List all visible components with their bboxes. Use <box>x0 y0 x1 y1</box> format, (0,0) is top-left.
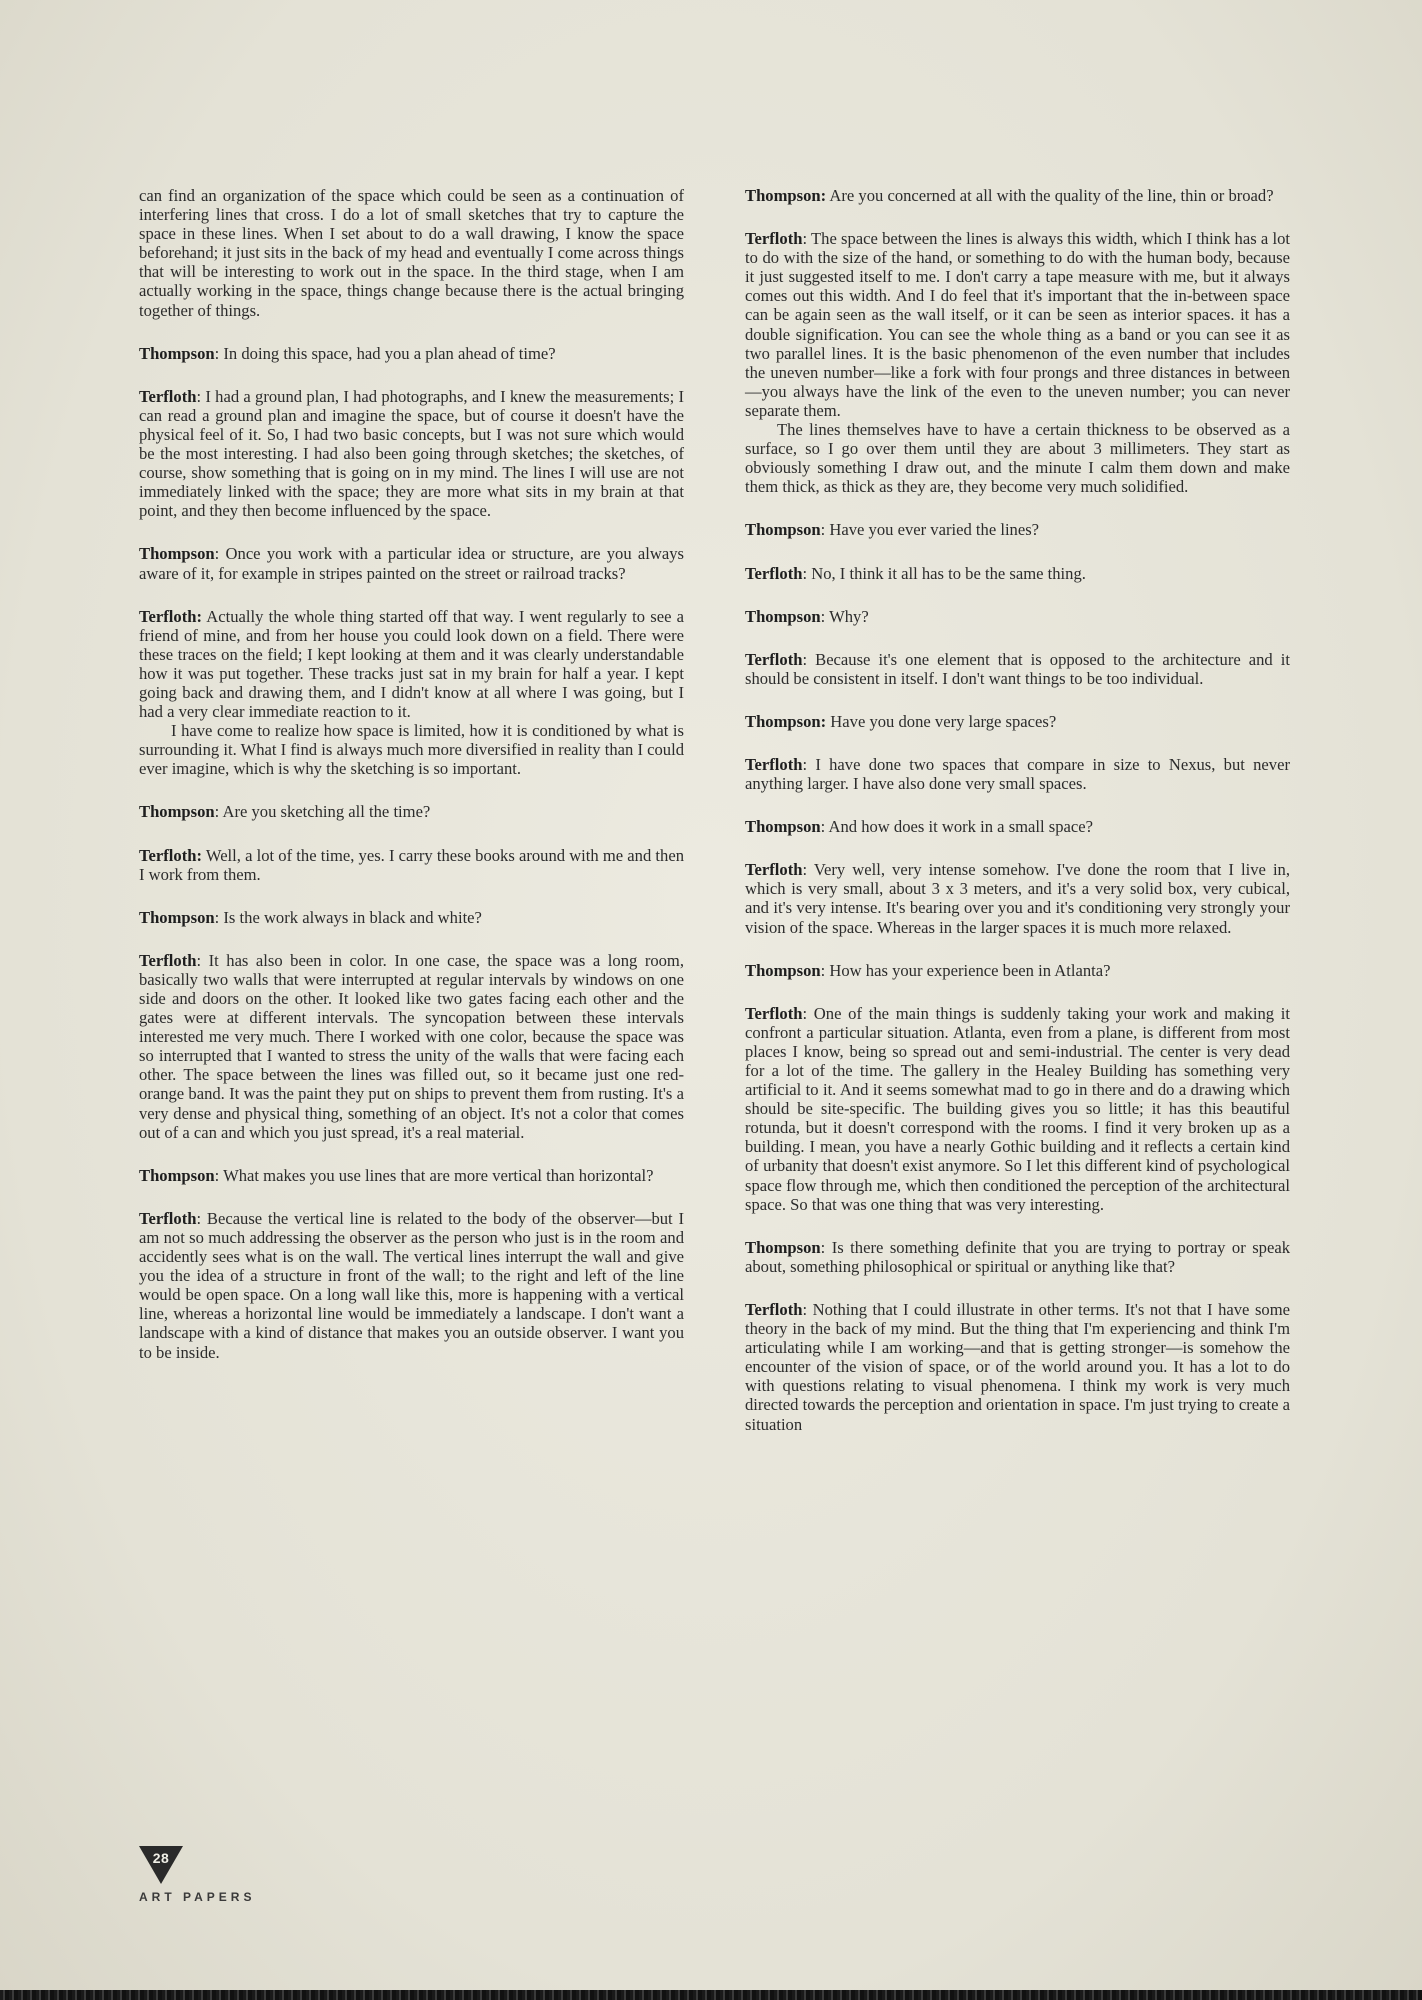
publication-name: ART PAPERS <box>139 1890 256 1904</box>
page-number: 28 <box>152 1850 170 1866</box>
speaker-label: Terfloth: <box>139 606 202 626</box>
paragraph <box>139 951 684 1142</box>
speaker-label: Thompson <box>139 343 215 363</box>
paragraph-text: : Have you ever varied the lines? <box>820 520 1040 540</box>
paragraph-text: : Is the work always in black and white? <box>214 907 482 927</box>
paragraph <box>745 817 1290 836</box>
paragraph <box>745 564 1290 583</box>
speaker-label: Terfloth <box>745 563 803 583</box>
paragraph <box>139 344 684 363</box>
paragraph <box>745 607 1290 626</box>
speaker-label: Terfloth <box>745 229 803 249</box>
paragraph-continuation: The lines themselves have to have a certain thickness to be observed as a surface, so I go over them until they are about 3 millimeters. They start as obviously something I draw out, and the minute I calm them down and make them thick, as thick as they are, they become very much solidified. <box>745 420 1290 497</box>
paragraph <box>139 186 684 320</box>
paragraph <box>139 607 684 722</box>
paragraph <box>139 846 684 884</box>
speaker-label: Terfloth: <box>139 845 202 865</box>
speaker-label: Terfloth <box>745 1003 803 1023</box>
paragraph <box>139 387 684 521</box>
speaker-label: Terfloth <box>745 1299 803 1319</box>
speaker-label: Terfloth <box>745 860 803 880</box>
paragraph <box>745 650 1290 688</box>
paragraph <box>745 1300 1290 1434</box>
speaker-label: Thompson <box>745 817 821 837</box>
paragraph-text: : Are you sketching all the time? <box>214 802 431 822</box>
scan-edge <box>0 1990 1422 2000</box>
speaker-label: Terfloth <box>139 950 197 970</box>
speaker-label: Thompson: <box>745 186 827 205</box>
speaker-label: Thompson <box>745 520 821 540</box>
speaker-label: Terfloth <box>745 649 803 669</box>
paragraph <box>745 520 1290 539</box>
speaker-label: Thompson <box>745 1237 821 1257</box>
paragraph-text: : Nothing that I could illustrate in other terms. It's not that I have some theory in the back of my mind. But the thing that I'm experiencing and think I'm articulating while I am working—and that is getting stronger—is somehow the encounter of the vision of space, or of the world around you. It has a lot to do with questions relating to visual phenomena. I think my work is very much directed towards the perception and orientation in space. I'm just trying to create a situation <box>745 1299 1290 1434</box>
paragraph-text: Actually the whole thing started off that way. I went regularly to see a friend of mine, and from her house you could look down on a field. There were these traces on the field; I kept looking at them and it was clearly understandable how it was put together. These tracks just sat in my brain for half a year. I kept going back and drawing them, and I didn't know at all where I was going, but I had a very clear immediate reaction to it. <box>139 606 684 722</box>
paragraph-text: : It has also been in color. In one case, the space was a long room, basically two walls that were interrupted at regular intervals by windows on one side and doors on the other. It looked like two gates facing each other and the gates were at different intervals. The syncopation between these intervals interested me very much. There I worked with one color, because the space was so interrupted that I wanted to stress the unity of the walls that were facing each other. The space between the lines was filled out, so it became just one red-orange band. It was the paint they put on ships to prevent them from rusting. It's a very dense and physical thing, something of an object. It's not a color that comes out of a can and which you just spread, it's a real material. <box>139 950 684 1142</box>
paragraph-text: : No, I think it all has to be the same thing. <box>802 563 1086 583</box>
paragraph-text: : Because the vertical line is related to the body of the observer—but I am not so much addressing the observer as the person who just is in the room and accidently sees what is on the wall. The vertical lines interrupt the wall and give you the idea of a structure in front of the wall; to the right and left of the line would be open space. On a long wall like this, more is happening with a vertical line, whereas a horizontal line would be immediately a landscape. I don't want a landscape with a kind of distance that makes you an outside observer. I want you to be inside. <box>139 1208 684 1362</box>
paragraph-text: Well, a lot of the time, yes. I carry these books around with me and then I work from them. <box>139 845 684 884</box>
paragraph <box>745 186 1290 205</box>
paragraph <box>139 802 684 821</box>
paragraph-text: Are you concerned at all with the quality of the line, thin or broad? <box>826 186 1274 205</box>
paragraph <box>745 229 1290 420</box>
speaker-label: Thompson <box>139 1165 215 1185</box>
paragraph <box>745 1004 1290 1214</box>
speaker-label: Thompson <box>745 960 821 980</box>
speaker-label: Thompson <box>745 606 821 626</box>
paragraph <box>139 908 684 927</box>
paragraph <box>745 712 1290 731</box>
paragraph-text: : How has your experience been in Atlanta? <box>820 960 1111 980</box>
paragraph <box>745 1238 1290 1276</box>
left-column <box>139 186 684 1386</box>
paragraph <box>745 860 1290 936</box>
paragraph-text: : I have done two spaces that compare in size to Nexus, but never anything larger. I have also done very small spaces. <box>745 754 1290 794</box>
right-column <box>745 186 1290 1458</box>
paragraph-text: : Because it's one element that is opposed to the architecture and it should be consistent in itself. I don't want things to be too individual. <box>745 649 1290 688</box>
speaker-label: Thompson <box>139 544 215 564</box>
speaker-label: Terfloth <box>139 386 197 406</box>
paragraph-text: can find an organization of the space which could be seen as a continuation of interfering lines that cross. I do a lot of small sketches that try to capture the space in these lines. When I set about to do a wall drawing, I know the space beforehand; it just sits in the back of my head and eventually I come across things that will be interesting to work out in the space. In the third stage, when I am actually working in the space, things change because there is the actual bringing together of things. <box>139 186 684 320</box>
speaker-label: Thompson <box>139 907 215 927</box>
page-number-badge <box>139 1846 183 1884</box>
paragraph <box>139 1209 684 1362</box>
paragraph-text: : In doing this space, had you a plan ahead of time? <box>214 343 556 363</box>
paragraph-text: : Why? <box>820 606 869 626</box>
paragraph-continuation: I have come to realize how space is limited, how it is conditioned by what is surrounding it. What I find is always much more diversified in reality than I could ever imagine, which is why the sketching is so important. <box>139 721 684 779</box>
speaker-label: Terfloth <box>745 754 803 774</box>
paragraph <box>745 755 1290 793</box>
paragraph-text: : What makes you use lines that are more vertical than horizontal? <box>214 1165 654 1185</box>
page-footer <box>139 1846 255 1904</box>
speaker-label: Thompson <box>139 802 215 822</box>
paragraph <box>139 544 684 582</box>
paragraph-text: : And how does it work in a small space? <box>820 817 1094 837</box>
speaker-label: Thompson: <box>745 711 827 731</box>
paragraph-text: : The space between the lines is always this width, which I think has a lot to do with the size of the hand, or something to do with the human body, because it just suggested itself to me. I don't carry a tape measure with me, but it always comes out this width. And I do feel that it's important that the in-between space can be again seen as the wall itself, or it can be seen as interior spaces. it has a double signification. You can see the whole thing as a band or you can see it as two parallel lines. It is the basic phenomenon of the even number that includes the uneven number—like a fork with four prongs and three distances in between—you always have the link of the even to the uneven number; you can never separate them. <box>745 229 1290 420</box>
paragraph-text: : Very well, very intense somehow. I've done the room that I live in, which is very small, about 3 x 3 meters, and it's a very solid box, very cubical, and it's very intense. It's bearing over you and it's conditioning very strongly your vision of the space. Whereas in the larger spaces it is much more relaxed. <box>745 860 1290 937</box>
speaker-label: Terfloth <box>139 1208 197 1228</box>
paragraph-text: : Once you work with a particular idea or structure, are you always aware of it, for example in stripes painted on the street or railroad tracks? <box>139 544 684 583</box>
paragraph-text: Have you done very large spaces? <box>826 711 1057 731</box>
paragraph-text: : Is there something definite that you are trying to portray or speak about, something philosophical or spiritual or anything like that? <box>745 1237 1290 1276</box>
paragraph <box>745 961 1290 980</box>
paragraph-text: : One of the main things is suddenly taking your work and making it confront a particular situation. Atlanta, even from a plane, is different from most places I know, being so spread out and semi-industrial. The center is very dead for a lot of the time. The gallery in the Healey Building has something very artificial to it. And it seems somewhat mad to go in there and do a drawing which should be site-specific. The building gives you so little; it has this beautiful rotunda, but it doesn't correspond with the rooms. I find it very broken up as a building. I mean, you have a nearly Gothic building and it reflects a certain kind of urbanity that doesn't exist anymore. So I let this different kind of psychological space flow through me, which then conditioned the perception of the architectural space. So that was one thing that was very interesting. <box>745 1003 1290 1214</box>
paragraph-text: : I had a ground plan, I had photographs, and I knew the measurements; I can read a ground plan and imagine the space, but of course it doesn't have the physical feel of it. So, I had two basic concepts, but I was not sure which would be the most interesting. I had also been going through sketches; the sketches, of course, show something that is going on in my mind. The lines I will use are not immediately linked with the space; they are more what sits in my brain at that point, and they then become influenced by the space. <box>139 386 684 521</box>
paragraph <box>139 1166 684 1185</box>
